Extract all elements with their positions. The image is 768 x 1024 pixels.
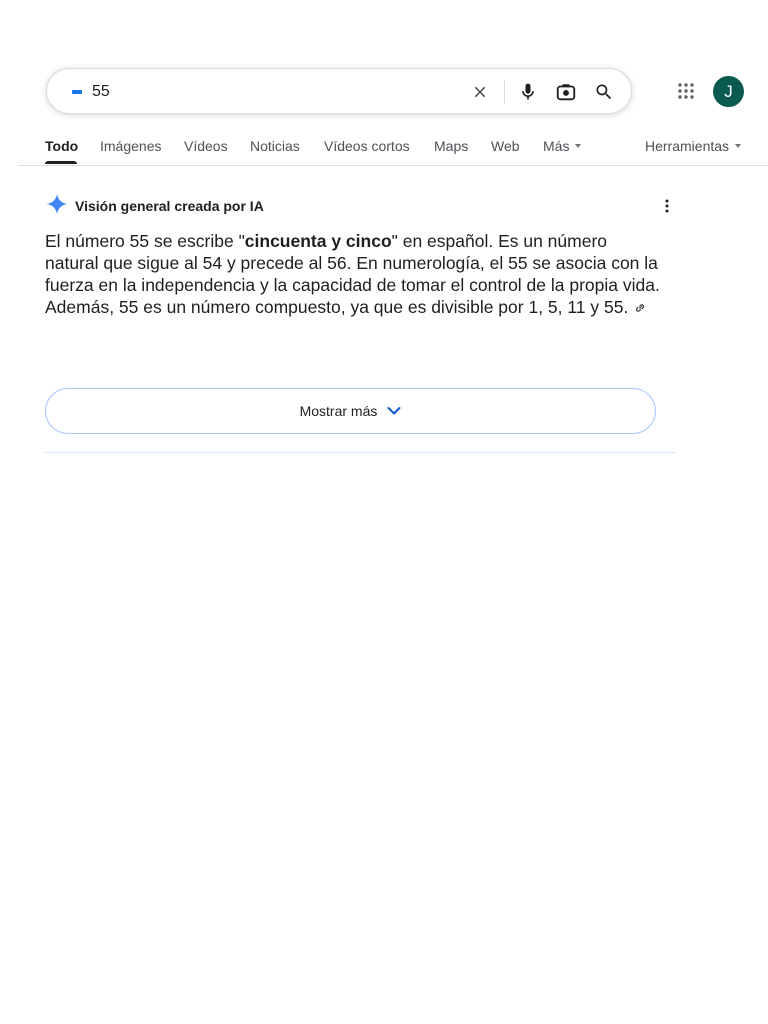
show-more-label: Mostrar más	[299, 403, 378, 419]
tab-videos-cortos[interactable]: Vídeos cortos	[324, 138, 410, 154]
tab-web[interactable]: Web	[491, 138, 520, 154]
chevron-down-icon	[387, 406, 401, 416]
tab-noticias[interactable]: Noticias	[250, 138, 300, 154]
tab-mas-label: Más	[543, 138, 570, 154]
gemini-sparkle-icon	[45, 192, 69, 221]
ai-text-part-1: El número 55 se escribe "	[45, 231, 245, 251]
ai-overview-divider	[45, 452, 676, 453]
close-icon[interactable]	[468, 80, 492, 104]
caret-down-icon	[575, 144, 581, 148]
link-icon[interactable]	[634, 297, 646, 319]
ai-text-part-2: " en español. Es un número natural que sigue al 54 y precede al 56. En numerología, el 55 se asocia con la fuerza en la independencia y la capacidad de tomar el control de la propia vida. Además, 55 es un número compuesto, ya que es divisible por 1, 5, 11 y 55.	[45, 231, 660, 317]
ai-overview-header	[45, 194, 264, 218]
tab-imagenes[interactable]: Imágenes	[100, 138, 162, 154]
more-vert-icon[interactable]	[658, 196, 676, 216]
tools-label: Herramientas	[645, 138, 730, 154]
ai-overview-text	[45, 230, 665, 319]
avatar[interactable]: J	[713, 76, 744, 107]
search-bar[interactable]	[46, 68, 632, 114]
tools-button[interactable]	[645, 138, 741, 154]
search-lens-indicator	[72, 90, 82, 94]
tabs-divider	[18, 165, 768, 166]
active-tab-indicator	[45, 161, 77, 164]
ai-text-bold: cincuenta y cinco	[244, 231, 392, 251]
search-divider	[504, 80, 505, 104]
mic-icon[interactable]	[516, 80, 540, 104]
ai-overview-title: Visión general creada por IA	[75, 198, 264, 214]
lens-icon[interactable]	[554, 80, 578, 104]
search-tabs	[0, 128, 768, 166]
show-more-button[interactable]	[45, 388, 656, 434]
apps-grid-icon[interactable]	[674, 79, 698, 103]
tab-todo[interactable]: Todo	[45, 138, 79, 154]
tab-videos[interactable]: Vídeos	[184, 138, 228, 154]
search-input[interactable]: 55	[92, 83, 110, 100]
tab-mas[interactable]	[543, 138, 581, 154]
caret-down-icon	[735, 144, 741, 148]
tab-maps[interactable]: Maps	[434, 138, 469, 154]
search-icon[interactable]	[592, 80, 616, 104]
